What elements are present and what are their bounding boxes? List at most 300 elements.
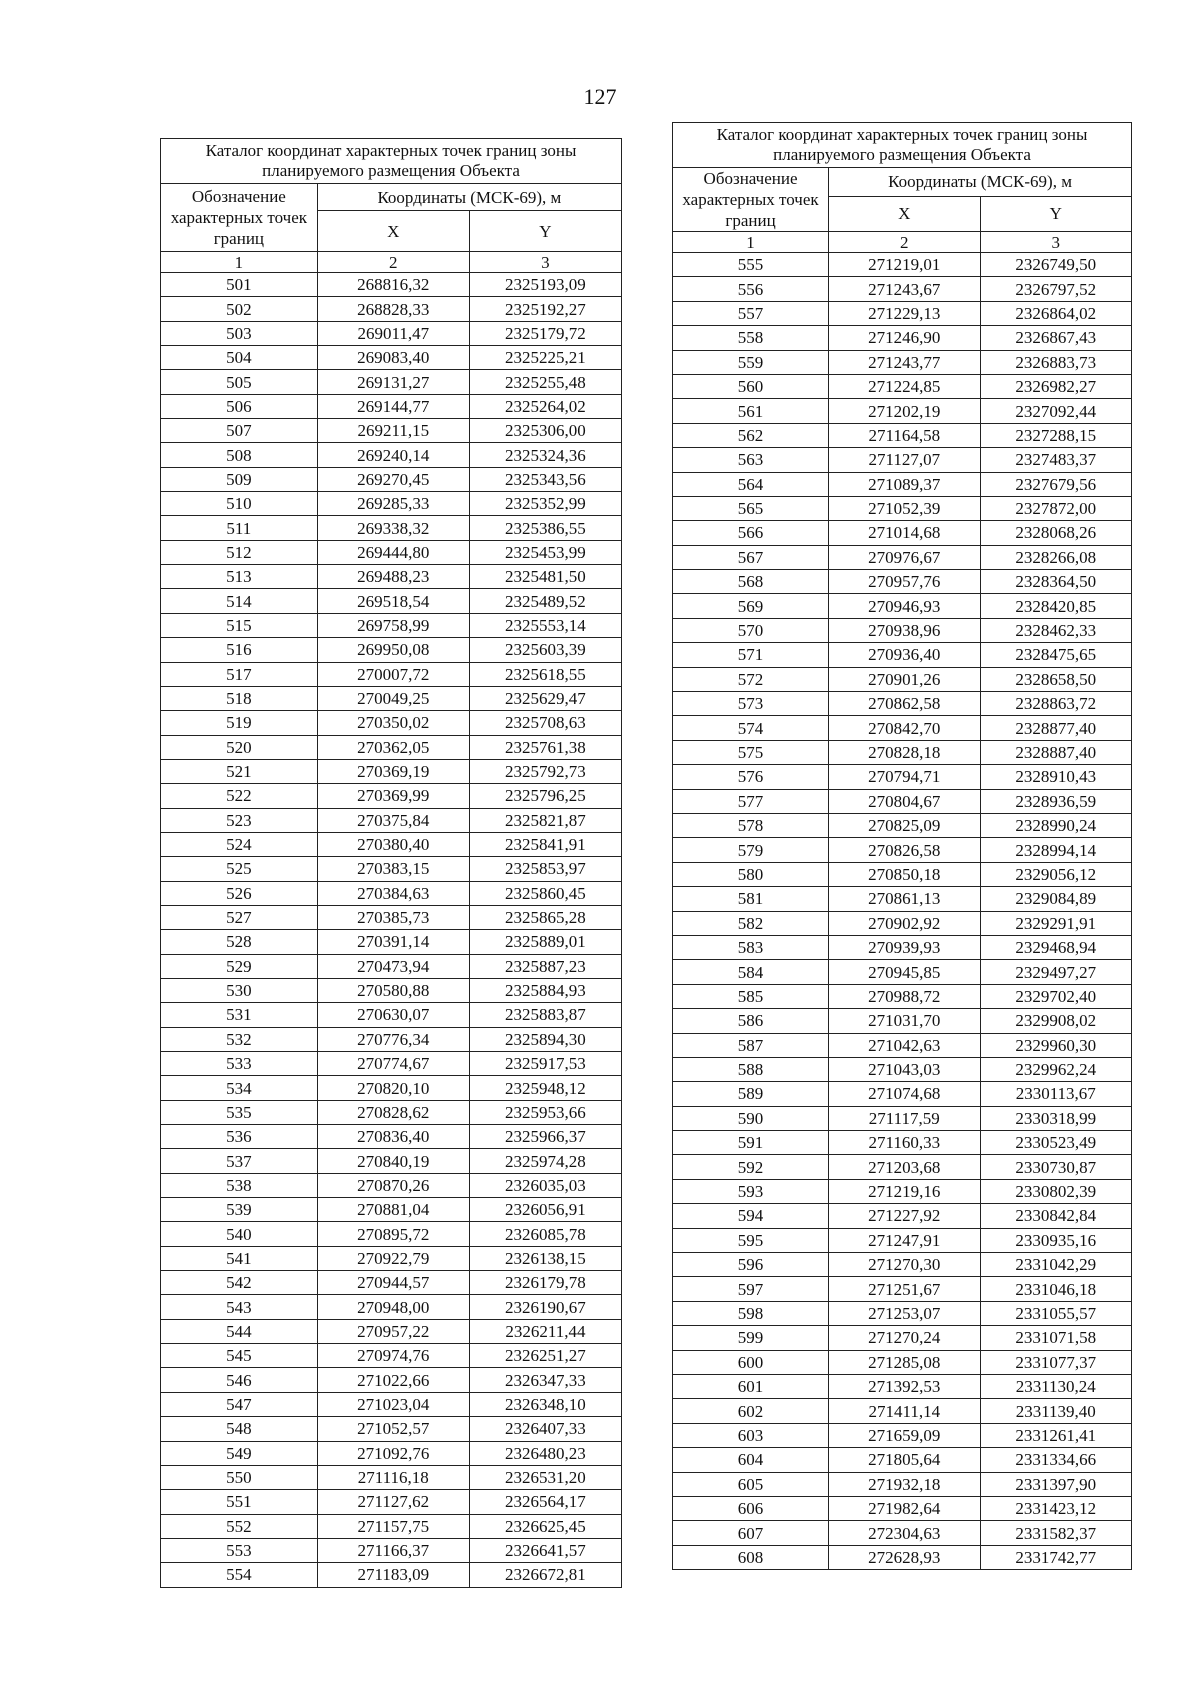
x-coordinate-cell: 271285,08 (829, 1350, 980, 1374)
table-row (673, 301, 1132, 325)
y-coordinate-cell: 2331334,66 (980, 1448, 1131, 1472)
table-row (161, 492, 622, 516)
x-coordinate-cell: 270938,96 (829, 618, 980, 642)
y-coordinate-cell: 2326749,50 (980, 253, 1131, 277)
y-coordinate-cell: 2330935,16 (980, 1228, 1131, 1252)
x-coordinate-cell: 270794,71 (829, 765, 980, 789)
x-coordinate-cell: 270007,72 (317, 662, 469, 686)
y-coordinate-cell: 2329908,02 (980, 1009, 1131, 1033)
point-number-cell: 607 (673, 1521, 829, 1545)
coordinate-catalog-table-left (160, 138, 622, 1588)
table-row (161, 954, 622, 978)
table-row (673, 1399, 1132, 1423)
y-coordinate-cell: 2329084,89 (980, 887, 1131, 911)
x-coordinate-cell: 271052,39 (829, 496, 980, 520)
x-coordinate-cell: 269144,77 (317, 394, 469, 418)
y-coordinate-cell: 2325953,66 (469, 1100, 621, 1124)
point-number-cell: 578 (673, 813, 829, 837)
point-number-cell: 604 (673, 1448, 829, 1472)
point-number-cell: 564 (673, 472, 829, 496)
table-row (161, 1173, 622, 1197)
y-coordinate-cell: 2325948,12 (469, 1076, 621, 1100)
table-row (161, 1295, 622, 1319)
table-row (673, 813, 1132, 837)
x-coordinate-cell: 272628,93 (829, 1545, 980, 1569)
point-number-cell: 516 (161, 638, 318, 662)
x-coordinate-cell: 271243,77 (829, 350, 980, 374)
y-coordinate-cell: 2325821,87 (469, 808, 621, 832)
y-coordinate-cell: 2325386,55 (469, 516, 621, 540)
point-number-cell: 590 (673, 1106, 829, 1130)
table-caption: Каталог координат характерных точек границ зоны планируемого размещения Объекта (673, 123, 1132, 168)
table-row (161, 905, 622, 929)
y-coordinate-cell: 2330523,49 (980, 1131, 1131, 1155)
x-coordinate-cell: 270842,70 (829, 716, 980, 740)
table-row (673, 1106, 1132, 1130)
x-coordinate-cell: 270945,85 (829, 960, 980, 984)
point-number-cell: 539 (161, 1198, 318, 1222)
point-number-cell: 580 (673, 862, 829, 886)
point-number-cell: 503 (161, 321, 318, 345)
coordinates-header: Координаты (МСК-69), м (317, 184, 621, 211)
point-number-cell: 519 (161, 711, 318, 735)
table-row (673, 1301, 1132, 1325)
x-coordinate-cell: 271805,64 (829, 1448, 980, 1472)
table-row (161, 1490, 622, 1514)
point-number-cell: 572 (673, 667, 829, 691)
coordinate-catalog-table-right (672, 122, 1132, 1570)
x-coordinate-cell: 271043,03 (829, 1057, 980, 1081)
x-coordinate-cell: 270902,92 (829, 911, 980, 935)
point-number-cell: 587 (673, 1033, 829, 1057)
x-coordinate-cell: 268816,32 (317, 273, 469, 297)
point-number-cell: 601 (673, 1374, 829, 1398)
y-coordinate-cell: 2325792,73 (469, 759, 621, 783)
column-number: 2 (829, 232, 980, 253)
x-coordinate-cell: 270957,76 (829, 570, 980, 594)
point-number-cell: 531 (161, 1003, 318, 1027)
x-coordinate-cell: 271392,53 (829, 1374, 980, 1398)
table-row (161, 1246, 622, 1270)
point-number-cell: 544 (161, 1319, 318, 1343)
table-row (161, 1125, 622, 1149)
table-row (161, 1538, 622, 1562)
table-row (161, 443, 622, 467)
point-number-cell: 523 (161, 808, 318, 832)
point-number-cell: 560 (673, 374, 829, 398)
y-coordinate-cell: 2326211,44 (469, 1319, 621, 1343)
point-number-cell: 599 (673, 1326, 829, 1350)
y-coordinate-cell: 2329056,12 (980, 862, 1131, 886)
table-row (161, 1149, 622, 1173)
table-row (673, 789, 1132, 813)
x-coordinate-cell: 270804,67 (829, 789, 980, 813)
x-coordinate-cell: 269285,33 (317, 492, 469, 516)
table-row (673, 692, 1132, 716)
table-row (673, 496, 1132, 520)
column-number: 3 (980, 232, 1131, 253)
table-row (673, 521, 1132, 545)
y-coordinate-cell: 2326407,33 (469, 1417, 621, 1441)
x-coordinate-cell: 271227,92 (829, 1204, 980, 1228)
table-row (673, 643, 1132, 667)
point-number-cell: 541 (161, 1246, 318, 1270)
x-coordinate-cell: 270828,18 (829, 740, 980, 764)
y-coordinate-cell: 2328658,50 (980, 667, 1131, 691)
table-row (161, 1198, 622, 1222)
table-row (673, 1155, 1132, 1179)
x-coordinate-cell: 270936,40 (829, 643, 980, 667)
point-number-cell: 566 (673, 521, 829, 545)
table-row (673, 960, 1132, 984)
point-number-cell: 534 (161, 1076, 318, 1100)
table-row (161, 346, 622, 370)
y-coordinate-cell: 2327092,44 (980, 399, 1131, 423)
point-number-cell: 536 (161, 1125, 318, 1149)
table-row (673, 277, 1132, 301)
table-row (161, 1465, 622, 1489)
x-coordinate-cell: 271092,76 (317, 1441, 469, 1465)
table-row (161, 321, 622, 345)
y-coordinate-cell: 2325618,55 (469, 662, 621, 686)
table-row (673, 1423, 1132, 1447)
table-row (673, 594, 1132, 618)
table-row (161, 808, 622, 832)
y-coordinate-cell: 2329468,94 (980, 935, 1131, 959)
y-coordinate-cell: 2328475,65 (980, 643, 1131, 667)
table-body (161, 273, 622, 1588)
table-row (673, 326, 1132, 350)
y-coordinate-cell: 2331071,58 (980, 1326, 1131, 1350)
x-coordinate-cell: 271074,68 (829, 1082, 980, 1106)
y-coordinate-cell: 2325192,27 (469, 297, 621, 321)
y-coordinate-cell: 2326864,02 (980, 301, 1131, 325)
point-number-cell: 597 (673, 1277, 829, 1301)
y-coordinate-cell: 2325264,02 (469, 394, 621, 418)
table-row (161, 662, 622, 686)
x-coordinate-cell: 271164,58 (829, 423, 980, 447)
y-coordinate-cell: 2326347,33 (469, 1368, 621, 1392)
point-number-cell: 571 (673, 643, 829, 667)
y-coordinate-cell: 2326883,73 (980, 350, 1131, 374)
x-coordinate-cell: 271031,70 (829, 1009, 980, 1033)
point-number-cell: 584 (673, 960, 829, 984)
designation-header: Обозначение характерных точек границ (673, 168, 829, 232)
point-number-cell: 567 (673, 545, 829, 569)
table-row (673, 399, 1132, 423)
x-coordinate-cell: 270774,67 (317, 1052, 469, 1076)
x-coordinate-cell: 271253,07 (829, 1301, 980, 1325)
y-header: Y (469, 211, 621, 252)
point-number-cell: 509 (161, 467, 318, 491)
y-coordinate-cell: 2330842,84 (980, 1204, 1131, 1228)
point-number-cell: 588 (673, 1057, 829, 1081)
point-number-cell: 520 (161, 735, 318, 759)
x-coordinate-cell: 270922,79 (317, 1246, 469, 1270)
point-number-cell: 540 (161, 1222, 318, 1246)
y-coordinate-cell: 2329497,27 (980, 960, 1131, 984)
y-coordinate-cell: 2326138,15 (469, 1246, 621, 1270)
point-number-cell: 542 (161, 1271, 318, 1295)
x-coordinate-cell: 270391,14 (317, 930, 469, 954)
point-number-cell: 591 (673, 1131, 829, 1155)
y-coordinate-cell: 2330113,67 (980, 1082, 1131, 1106)
point-number-cell: 515 (161, 613, 318, 637)
point-number-cell: 605 (673, 1472, 829, 1496)
y-coordinate-cell: 2325179,72 (469, 321, 621, 345)
point-number-cell: 582 (673, 911, 829, 935)
table-row (161, 1222, 622, 1246)
y-coordinate-cell: 2325489,52 (469, 589, 621, 613)
x-coordinate-cell: 270861,13 (829, 887, 980, 911)
x-coordinate-cell: 270895,72 (317, 1222, 469, 1246)
x-coordinate-cell: 271052,57 (317, 1417, 469, 1441)
table-row (673, 1326, 1132, 1350)
x-coordinate-cell: 270974,76 (317, 1344, 469, 1368)
x-coordinate-cell: 270380,40 (317, 832, 469, 856)
table-row (673, 716, 1132, 740)
x-coordinate-cell: 270828,62 (317, 1100, 469, 1124)
table-row (673, 1131, 1132, 1155)
table-row (161, 1514, 622, 1538)
y-coordinate-cell: 2331397,90 (980, 1472, 1131, 1496)
x-coordinate-cell: 269444,80 (317, 540, 469, 564)
table-row (673, 935, 1132, 959)
y-coordinate-cell: 2325603,39 (469, 638, 621, 662)
point-number-cell: 595 (673, 1228, 829, 1252)
table-row (161, 1368, 622, 1392)
x-coordinate-cell: 269488,23 (317, 565, 469, 589)
table-row (673, 1448, 1132, 1472)
x-coordinate-cell: 270630,07 (317, 1003, 469, 1027)
column-number: 1 (161, 252, 318, 273)
x-coordinate-cell: 271270,30 (829, 1253, 980, 1277)
y-coordinate-cell: 2331582,37 (980, 1521, 1131, 1545)
point-number-cell: 585 (673, 984, 829, 1008)
point-number-cell: 602 (673, 1399, 829, 1423)
y-coordinate-cell: 2325884,93 (469, 978, 621, 1002)
x-coordinate-cell: 270881,04 (317, 1198, 469, 1222)
y-coordinate-cell: 2328887,40 (980, 740, 1131, 764)
page-number: 127 (583, 84, 617, 109)
x-coordinate-cell: 271251,67 (829, 1277, 980, 1301)
x-coordinate-cell: 270350,02 (317, 711, 469, 735)
x-coordinate-cell: 270369,99 (317, 784, 469, 808)
point-number-cell: 526 (161, 881, 318, 905)
x-coordinate-cell: 271243,67 (829, 277, 980, 301)
table-row (161, 1441, 622, 1465)
table-row (673, 1277, 1132, 1301)
y-coordinate-cell: 2325887,23 (469, 954, 621, 978)
point-number-cell: 525 (161, 857, 318, 881)
point-number-cell: 568 (673, 570, 829, 594)
y-coordinate-cell: 2325860,45 (469, 881, 621, 905)
point-number-cell: 524 (161, 832, 318, 856)
x-coordinate-cell: 271246,90 (829, 326, 980, 350)
table-row (161, 297, 622, 321)
y-coordinate-cell: 2325853,97 (469, 857, 621, 881)
y-coordinate-cell: 2325974,28 (469, 1149, 621, 1173)
table-row (161, 1076, 622, 1100)
x-coordinate-cell: 269518,54 (317, 589, 469, 613)
table-row (673, 862, 1132, 886)
table-row (673, 1082, 1132, 1106)
point-number-cell: 552 (161, 1514, 318, 1538)
table-row (161, 930, 622, 954)
x-coordinate-cell: 271127,07 (829, 448, 980, 472)
y-coordinate-cell: 2331423,12 (980, 1496, 1131, 1520)
x-coordinate-cell: 271183,09 (317, 1563, 469, 1587)
y-coordinate-cell: 2325894,30 (469, 1027, 621, 1051)
y-coordinate-cell: 2325966,37 (469, 1125, 621, 1149)
x-coordinate-cell: 270840,19 (317, 1149, 469, 1173)
designation-header: Обозначение характерных точек границ (161, 184, 318, 252)
x-coordinate-cell: 270939,93 (829, 935, 980, 959)
y-coordinate-cell: 2328266,08 (980, 545, 1131, 569)
x-coordinate-cell: 271932,18 (829, 1472, 980, 1496)
point-number-cell: 603 (673, 1423, 829, 1447)
point-number-cell: 508 (161, 443, 318, 467)
point-number-cell: 548 (161, 1417, 318, 1441)
point-number-cell: 553 (161, 1538, 318, 1562)
y-coordinate-cell: 2327483,37 (980, 448, 1131, 472)
table-row (161, 638, 622, 662)
y-coordinate-cell: 2326867,43 (980, 326, 1131, 350)
x-coordinate-cell: 270580,88 (317, 978, 469, 1002)
y-coordinate-cell: 2326625,45 (469, 1514, 621, 1538)
y-coordinate-cell: 2326531,20 (469, 1465, 621, 1489)
point-number-cell: 573 (673, 692, 829, 716)
y-coordinate-cell: 2325865,28 (469, 905, 621, 929)
x-coordinate-cell: 271203,68 (829, 1155, 980, 1179)
point-number-cell: 547 (161, 1392, 318, 1416)
point-number-cell: 527 (161, 905, 318, 929)
table-row (161, 589, 622, 613)
point-number-cell: 562 (673, 423, 829, 447)
x-coordinate-cell: 270870,26 (317, 1173, 469, 1197)
table-row (673, 1057, 1132, 1081)
y-coordinate-cell: 2326480,23 (469, 1441, 621, 1465)
x-coordinate-cell: 271247,91 (829, 1228, 980, 1252)
y-coordinate-cell: 2330730,87 (980, 1155, 1131, 1179)
point-number-cell: 586 (673, 1009, 829, 1033)
point-number-cell: 600 (673, 1350, 829, 1374)
y-coordinate-cell: 2327679,56 (980, 472, 1131, 496)
table-row (673, 350, 1132, 374)
table-row (161, 1100, 622, 1124)
table-row (161, 832, 622, 856)
point-number-cell: 513 (161, 565, 318, 589)
x-coordinate-cell: 271229,13 (829, 301, 980, 325)
y-coordinate-cell: 2325796,25 (469, 784, 621, 808)
y-coordinate-cell: 2328420,85 (980, 594, 1131, 618)
y-coordinate-cell: 2329291,91 (980, 911, 1131, 935)
x-header: X (829, 196, 980, 231)
y-coordinate-cell: 2326085,78 (469, 1222, 621, 1246)
x-coordinate-cell: 271411,14 (829, 1399, 980, 1423)
y-coordinate-cell: 2325481,50 (469, 565, 621, 589)
table-caption: Каталог координат характерных точек границ зоны планируемого размещения Объекта (161, 139, 622, 184)
point-number-cell: 608 (673, 1545, 829, 1569)
table-row (673, 423, 1132, 447)
table-row (161, 613, 622, 637)
x-coordinate-cell: 271219,16 (829, 1179, 980, 1203)
y-coordinate-cell: 2327872,00 (980, 496, 1131, 520)
point-number-cell: 569 (673, 594, 829, 618)
table-row (673, 545, 1132, 569)
y-coordinate-cell: 2328936,59 (980, 789, 1131, 813)
point-number-cell: 593 (673, 1179, 829, 1203)
x-coordinate-cell: 270383,15 (317, 857, 469, 881)
table-row (673, 374, 1132, 398)
x-coordinate-cell: 270826,58 (829, 838, 980, 862)
point-number-cell: 535 (161, 1100, 318, 1124)
point-number-cell: 514 (161, 589, 318, 613)
table-row (161, 516, 622, 540)
point-number-cell: 532 (161, 1027, 318, 1051)
x-coordinate-cell: 271270,24 (829, 1326, 980, 1350)
y-coordinate-cell: 2325883,87 (469, 1003, 621, 1027)
table-row (161, 1392, 622, 1416)
point-number-cell: 511 (161, 516, 318, 540)
x-coordinate-cell: 270850,18 (829, 862, 980, 886)
x-coordinate-cell: 269338,32 (317, 516, 469, 540)
point-number-cell: 559 (673, 350, 829, 374)
x-coordinate-cell: 270384,63 (317, 881, 469, 905)
table-row (673, 570, 1132, 594)
table-row (673, 1472, 1132, 1496)
x-coordinate-cell: 271202,19 (829, 399, 980, 423)
table-row (161, 711, 622, 735)
table-row (673, 1009, 1132, 1033)
table-row (161, 394, 622, 418)
y-coordinate-cell: 2325917,53 (469, 1052, 621, 1076)
y-header: Y (980, 196, 1131, 231)
x-coordinate-cell: 271166,37 (317, 1538, 469, 1562)
point-number-cell: 565 (673, 496, 829, 520)
x-coordinate-cell: 270901,26 (829, 667, 980, 691)
y-coordinate-cell: 2330802,39 (980, 1179, 1131, 1203)
y-coordinate-cell: 2328863,72 (980, 692, 1131, 716)
table-row (161, 1319, 622, 1343)
table-row (161, 1563, 622, 1587)
x-coordinate-cell: 270362,05 (317, 735, 469, 759)
y-coordinate-cell: 2326797,52 (980, 277, 1131, 301)
table-row (673, 253, 1132, 277)
x-coordinate-cell: 271982,64 (829, 1496, 980, 1520)
x-coordinate-cell: 271117,59 (829, 1106, 980, 1130)
point-number-cell: 563 (673, 448, 829, 472)
x-coordinate-cell: 271160,33 (829, 1131, 980, 1155)
x-coordinate-cell: 271014,68 (829, 521, 980, 545)
table-row (673, 1496, 1132, 1520)
table-row (161, 1417, 622, 1441)
x-coordinate-cell: 269211,15 (317, 419, 469, 443)
table-row (673, 1253, 1132, 1277)
table-row (673, 765, 1132, 789)
point-number-cell: 533 (161, 1052, 318, 1076)
x-coordinate-cell: 271116,18 (317, 1465, 469, 1489)
point-number-cell: 555 (673, 253, 829, 277)
x-coordinate-cell: 271089,37 (829, 472, 980, 496)
table-row (673, 911, 1132, 935)
y-coordinate-cell: 2326251,27 (469, 1344, 621, 1368)
table-row (673, 1521, 1132, 1545)
table-row (161, 1003, 622, 1027)
table-row (161, 1027, 622, 1051)
table-row (161, 565, 622, 589)
column-number: 2 (317, 252, 469, 273)
